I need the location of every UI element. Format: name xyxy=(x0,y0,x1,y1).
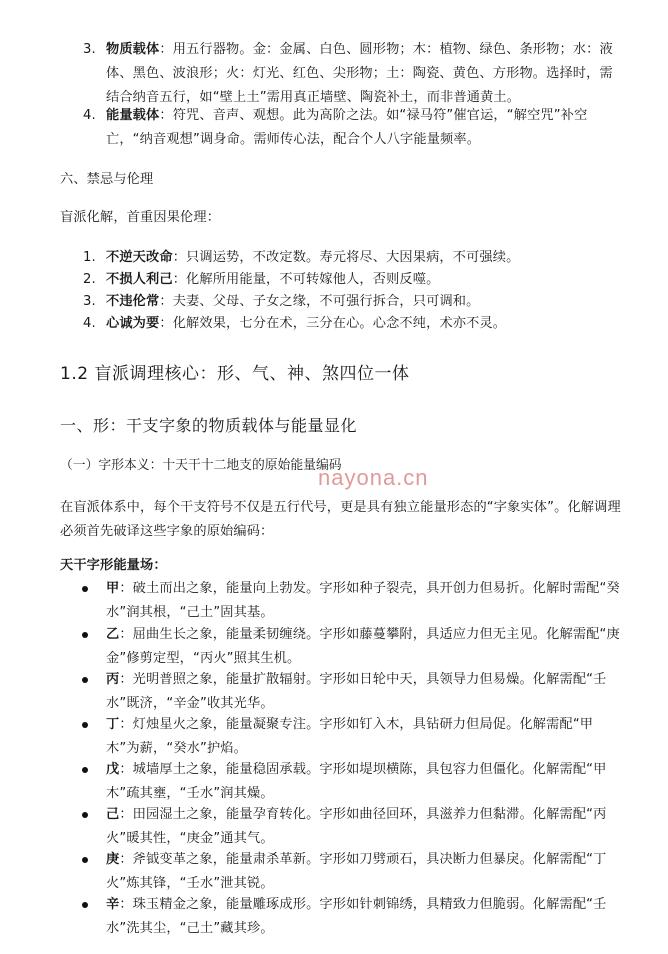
stem-term: 己 xyxy=(106,807,120,822)
list-number: 3. xyxy=(83,294,96,309)
list-text: ：化解效果，七分在术，三分在心。心念不纯，术亦不灵。 xyxy=(159,316,507,331)
bullet-icon xyxy=(82,722,88,728)
list-number: 3. xyxy=(83,42,96,57)
stem-text: ：屈曲生长之象，能量柔韧缠绕。字形如藤蔓攀附，具适应力但无主见。化解需配“庚金”修剪定型，“丙火”照其生机。 xyxy=(106,627,620,666)
stem-term: 丙 xyxy=(106,672,120,687)
watermark: nayona.cn xyxy=(318,465,429,490)
stem-item xyxy=(82,893,624,941)
list-title: 天干字形能量场： xyxy=(60,558,167,573)
bullet-icon xyxy=(82,767,88,773)
stem-term: 庚 xyxy=(106,852,120,867)
bullet-icon xyxy=(82,902,88,908)
bullet-icon xyxy=(82,586,88,592)
list-term: 物质载体 xyxy=(106,42,160,57)
stem-term: 甲 xyxy=(106,581,120,596)
bullet-icon xyxy=(82,857,88,863)
list-text: ：用五行器物。金：金属、白色、圆形物；木：植物、绿色、条形物；水：液体、黑色、波浪形；火：灯光、红色、尖形物；土：陶瓷、黄色、方形物。选择时，需结合纳音五行，如“壁上土”需用真正墙壁、陶瓷补土，而非普通黄土。 xyxy=(106,42,613,105)
list-term: 不逆天改命 xyxy=(106,250,173,265)
list-number: 4. xyxy=(83,316,96,331)
sub-heading: 一、形：干支字象的物质载体与能量显化 xyxy=(60,416,358,435)
stem-text: ：田园湿土之象，能量孕育转化。字形如曲径回环，具滋养力但黏滞。化解需配“丙火”暖其性，“庚金”通其气。 xyxy=(106,807,607,846)
stem-text: ：光明普照之象，能量扩散辐射。字形如日轮中天，具领导力但易燥。化解需配“壬水”既济，“辛金”收其光华。 xyxy=(106,672,607,711)
body-paragraph: 在盲派体系中，每个干支符号不仅是五行代号，更是具有独立能量形态的“字象实体”。化解调理必须首先破译这些字象的原始编码： xyxy=(60,500,621,539)
stem-item xyxy=(82,803,624,851)
chapter-heading: 1.2 盲派调理核心：形、气、神、煞四位一体 xyxy=(60,364,410,384)
stem-text: ：破土而出之象，能量向上勃发。字形如种子裂壳，具开创力但易折。化解时需配“癸水”润其根，“己土”固其基。 xyxy=(106,581,620,620)
stem-item xyxy=(82,623,624,671)
stem-item xyxy=(82,668,624,716)
stem-item xyxy=(82,758,624,806)
list-term: 心诚为要 xyxy=(106,316,160,331)
list-item xyxy=(84,268,624,292)
list-text: ：化解所用能量，不可转嫁他人，否则反噬。 xyxy=(172,272,440,287)
list-item xyxy=(84,104,624,152)
list-item xyxy=(84,246,624,270)
bullet-icon xyxy=(82,632,88,638)
stem-item xyxy=(82,848,624,896)
stem-text: ：灯烛星火之象，能量凝聚专注。字形如钉入木，具钻研力但局促。化解需配“甲木”为薪，“癸水”护焰。 xyxy=(106,717,594,756)
stem-item xyxy=(82,577,624,625)
list-item xyxy=(84,290,624,314)
stem-text: ：城墙厚土之象，能量稳固承载。字形如堤坝横陈，具包容力但僵化。化解需配“甲木”疏其壅，“壬水”润其燥。 xyxy=(106,762,607,801)
list-number: 1. xyxy=(83,250,96,265)
stem-term: 乙 xyxy=(106,627,120,642)
bullet-icon xyxy=(82,677,88,683)
stem-item xyxy=(82,713,624,761)
section-heading: 六、禁忌与伦理 xyxy=(60,172,154,187)
list-term: 不违伦常 xyxy=(106,294,160,309)
list-text: ：夫妻、父母、子女之缘，不可强行拆合，只可调和。 xyxy=(159,294,480,309)
list-number: 4. xyxy=(83,108,96,123)
list-term: 不损人利己 xyxy=(106,272,173,287)
bullet-icon xyxy=(82,812,88,818)
stem-term: 丁 xyxy=(106,717,120,732)
list-item xyxy=(84,38,624,110)
list-text: ：符咒、音声、观想。此为高阶之法。如“禄马符”催官运，“解空咒”补空亡，“纳音观想”调身命。需师传心法，配合个人八字能量频率。 xyxy=(106,108,588,147)
list-term: 能量载体 xyxy=(106,108,160,123)
list-number: 2. xyxy=(83,272,96,287)
section-intro: 盲派化解，首重因果伦理： xyxy=(60,210,221,225)
stem-term: 戊 xyxy=(106,762,120,777)
sub-sub-heading: （一）字形本义：十天干十二地支的原始能量编码 xyxy=(60,458,342,473)
list-item xyxy=(84,312,624,336)
stem-text: ：珠玉精金之象，能量雕琢成形。字形如针刺锦绣，具精致力但脆弱。化解需配“壬水”洗其尘，“己土”藏其珍。 xyxy=(106,897,607,936)
list-text: ：只调运势，不改定数。寿元将尽、大因果病，不可强续。 xyxy=(172,250,520,265)
stem-text: ：斧钺变革之象，能量肃杀革新。字形如刀劈顽石，具决断力但暴戾。化解需配“丁火”炼其锋，“壬水”泄其锐。 xyxy=(106,852,607,891)
stem-term: 辛 xyxy=(106,897,120,912)
